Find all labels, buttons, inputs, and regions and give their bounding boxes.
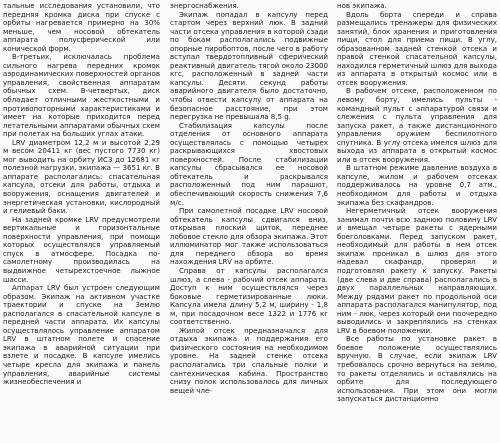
paragraph: тальные исследования установили, что передняя кромка диска при спуске с орбиты нагревается примерно на 30% меньше, чем носовой обтекатель аппарата полусферической или конической форм. [3, 2, 160, 53]
paragraph: Стабилизация капсулы после отделения от основного аппарата осуществлялась с помощью четырех раскрывающихся хвостовых поверхностей. После стабилизации капсулы сбрасывался ее носовой обтекатель и раскрывался расположенный под ним парашют, обеспечивающий скорость снижения 7,6 м/с. [170, 120, 328, 207]
paragraph: При самолетной посадке LRV носовой обтекатель капсулы сдвигался вниз, открывая плоский щиток, переднее лобовое стекло для обзора экипажа. Этот иллюминатор мог также использоваться для переднего обзора во время нахождения LRV на орбите. [170, 206, 328, 267]
paragraph: Все работы по установке ракет в боевое положение осуществлялись вручную. В случае, если экипаж LRV требовалось срочно вернуться на землю, то ракеты отделялись и оставлялись на орбите для последующего использования. При этом они могли запускаться дистанционно [337, 334, 497, 404]
text-column-middle [170, 2, 328, 441]
paragraph: Справа от капсулы располагался шлюз, а слева - рабочий отсек аппарата. Доступ к ним осуществлялся через боковые герметизированные люки. Капсула имела длину 5,2 м, ширину - 1,8 м, при посадочном весе 1322 и 1776 кг соответственно. [170, 265, 328, 327]
text-column-right [337, 2, 497, 441]
paragraph: В-третьих, исключалась проблема сильного нагрева передних кромок аэродинамических поверхностей органов управления, свойственная аппаратам обычных схем. В-четвертых, диск обладает отличными жесткостными и противопоторными характеристиками и имеет на которые приходится перед летательными аппаратами обычных схем при полетах на больших углах атаки. [3, 52, 160, 139]
paragraph: В рабочем отсеке, расположенном по левому борту, имелись пульты - командный пульт с аппаратурой связи и слежения с пульта управления для запуска ракет, а также дистанционного управления оружием беспилотного спутника. В углу отсека имелся шлюз для выхода из аппарата в открытый космос или в отсек вооружения. [337, 86, 497, 164]
paragraph: нов экипажа. [337, 2, 387, 10]
paragraph: Вдоль борта спереди и справа размещались тренажеры для физических занятий, блок хранения и приготовления пищи, стол для приема пищи. В углу, образованном задней стенкой отсека и правой стенкой спасательной капсулы, находился герметичный шлюз для выхода из аппарата в открытый космос или в отсек вооружения. [337, 9, 497, 87]
text-column-left [3, 2, 160, 441]
paragraph: В штатном режиме давление воздуха в капсуле, жилом и рабочем отсеках поддерживалось на уровне 0,7 атм., необходимом для работы и отдыха экипажа без скафандров. [337, 163, 497, 207]
paragraph: LRV диаметром 12,2 м и высотой 2,29 м весом 20411 кг (вес пустого 7730 кг) мог выводить на орбиту ИСЗ до 12681 кг полезной нагрузки, экипажа — 3651 кг. В аппарате располагались: спасательная капсула, отсеки для работы, отдыха и вооружения, оснащения двигателей и энергетическая установки, кислородный и гелиевый баки. [3, 137, 160, 216]
paragraph: энергоснабжения. [170, 2, 239, 10]
paragraph: Негерметичный отсек вооружения занимал почти всю заднюю половину LRV и вмещал четыре ракеты с ядерными боеголовками. Перед запуском ракет, необходимый для работы в нем отсек экипаж проникал в шлюз для этого надевал скафандр, проверял и подготовлял ракету к запуску. Ракеты (две слева и две справа) располагались в двух параллельных направляющих. Между рядами ракет по продольной оси аппарата располагался манипулятор, под ним - люк, через который они поочередно выводились и закреплялись на стенках LRV в боевом положении. [337, 206, 497, 335]
paragraph: Жилой отсек предназначался для отдыха экипажа и поддержания его физического состояния на необходимом уровне. На задней стенке отсека располагались три спальные полки и сантехническая кабина. Пространство снизу полок использовалось для личных вещей чле- [170, 325, 328, 395]
paragraph: На задней кромке LRV предусмотрели вертикальные и горизонтальные поверхности управления, при помощи которых осуществлялся управляемый спуск в атмосфере. Посадка по-самолетному производилась на выдвижное четырехстоечное лыжное шасси. [3, 214, 160, 284]
paragraph: Экипаж попадал в капсулу перед стартом через верхний люк. В задний части отсека управления в которой сзади по бокам располагались подвижные опорные пиробоптов, после чего в работу вступал твердотопливный сферический реактивный двигатель тягой около 23000 кгс, расположенный в задней части капсулы. Десяти секунд работы аварийного двигателя было достаточно, чтобы отвести капсулу от аппарата на безопасное расстояние, при этом перегрузка не превышала 8,5 g. [170, 9, 328, 122]
paragraph: Аппарат LRV был устроен следующим образом. Экипаж на активном участке траектории и спуске на Землю располагался в спасательной капсуле в передней части аппарата. Их капсулы осуществлялось управление аппаратом LRV в штатном полете и спасение экипажа в аварийной ситуации при взлете и посадке. В капсуле имелись четыре кресла для экипажа и панель управления, аварийные системы жизнеобеспечения и [3, 283, 160, 387]
